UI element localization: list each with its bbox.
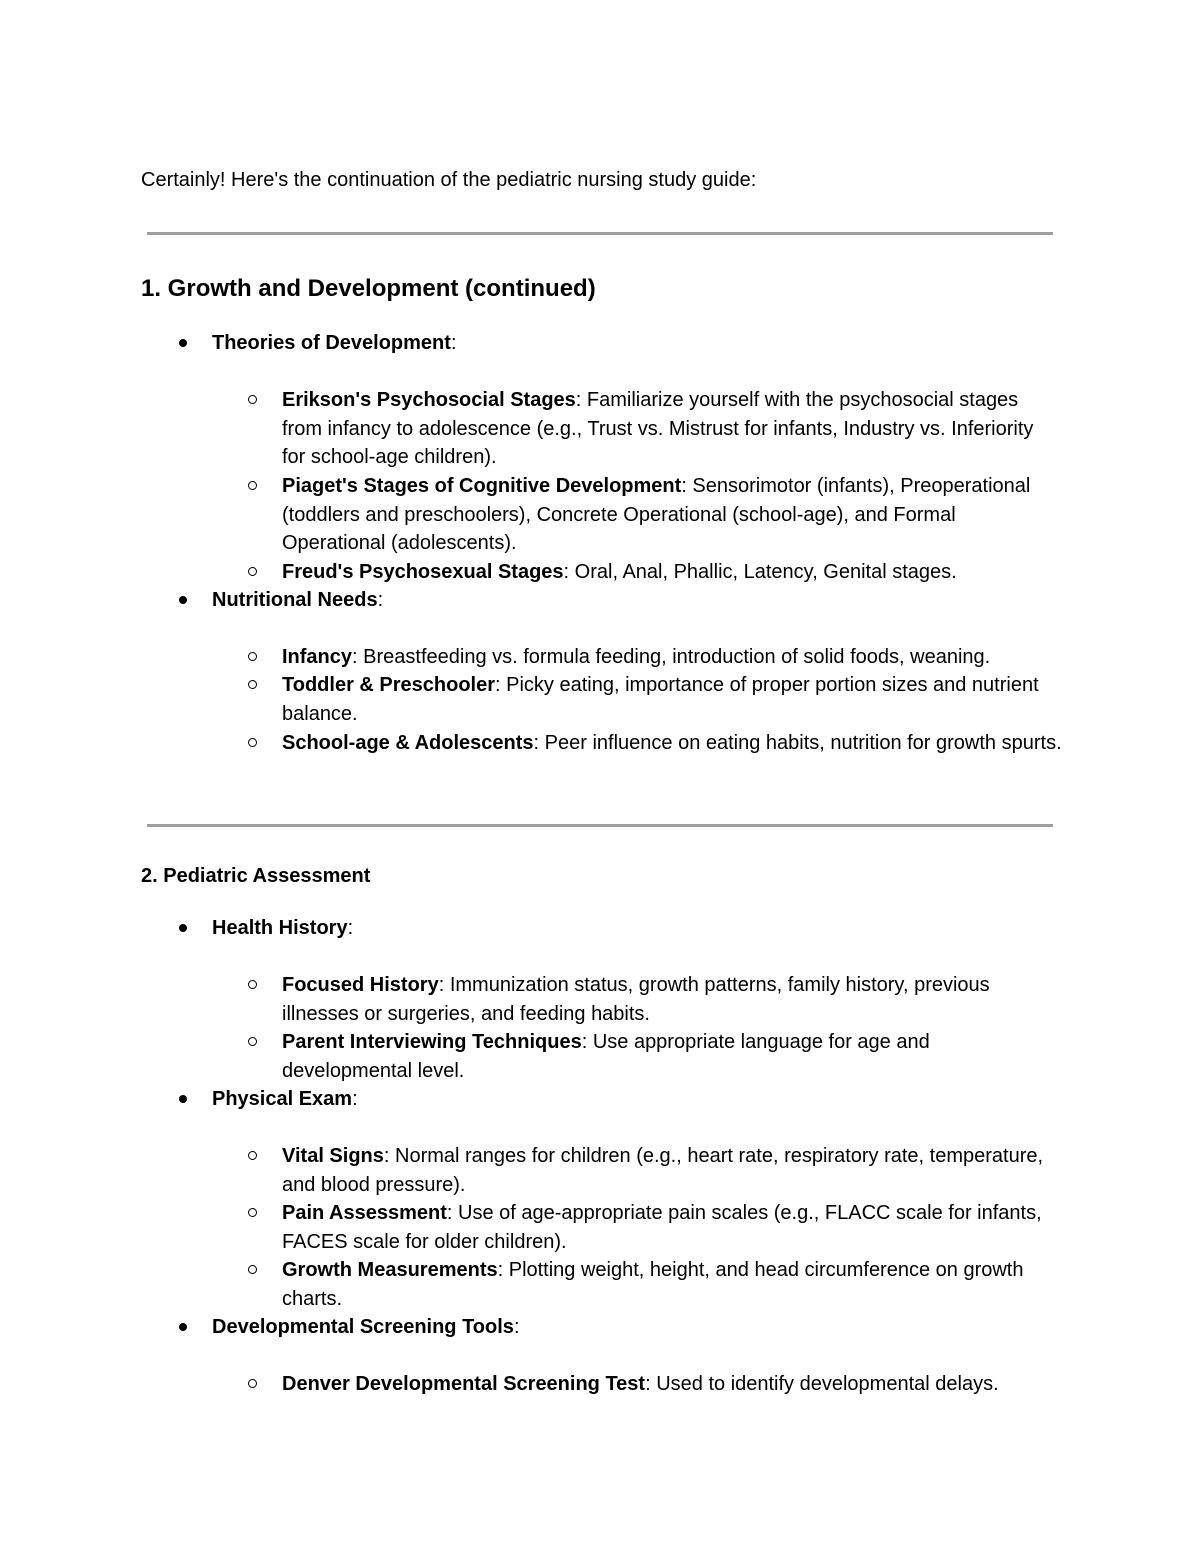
term-description: : Immunization status, growth patterns, family history, previous illnesses or surgeries, and feeding habits. [282,974,990,1025]
bullet-developmental-screening-tools: Developmental Screening Tools: [212,1313,520,1342]
sub-bullet-parent-interviewing [282,1028,1062,1085]
bullet-label: Theories of Development [212,332,451,354]
term-description: : Peer influence on eating habits, nutrition for growth spurts. [533,732,1062,754]
bullet-label: Physical Exam [212,1088,353,1110]
term-label: Freud's Psychosexual Stages [282,561,564,583]
term-label: Denver Developmental Screening Test [282,1373,646,1395]
sub-bullet-pain-assessment [282,1199,1062,1256]
sub-bullet-infancy [282,643,1062,672]
term-label: Pain Assessment [282,1202,447,1224]
horizontal-divider [147,232,1053,235]
term-label: Focused History [282,974,439,996]
sub-bullet-erikson [282,386,1062,472]
bullet-label: Health History [212,917,348,939]
term-label: Piaget's Stages of Cognitive Development [282,475,682,497]
sub-bullet-denver-test [282,1370,1062,1399]
term-description: : Used to identify developmental delays. [645,1373,999,1395]
horizontal-divider [147,824,1053,827]
term-label: Parent Interviewing Techniques [282,1031,582,1053]
bullet-nutritional-needs: Nutritional Needs: [212,586,383,615]
term-description: : Sensorimotor (infants), Preoperational (toddlers and preschoolers), Concrete Operational (school-age), and Formal Operational (adolescents). [282,475,1031,554]
sub-bullet-vital-signs [282,1142,1062,1199]
sub-bullet-focused-history [282,971,1062,1028]
bullet-label: Developmental Screening Tools [212,1316,514,1338]
bullet-theories-of-development: Theories of Development: [212,329,457,358]
bullet-health-history: Health History: [212,914,353,943]
bullet-label: Nutritional Needs [212,589,378,611]
section-heading-pediatric-assessment: 2. Pediatric Assessment [141,865,371,887]
term-label: Toddler & Preschooler [282,674,496,696]
sub-bullet-piaget [282,472,1062,558]
sub-bullet-growth-measurements [282,1256,1062,1313]
sub-bullet-toddler-preschooler [282,671,1062,728]
intro-text: Certainly! Here's the continuation of the pediatric nursing study guide: [141,169,757,191]
term-description: : Oral, Anal, Phallic, Latency, Genital stages. [563,561,957,583]
term-label: Growth Measurements [282,1259,498,1281]
term-description: : Breastfeeding vs. formula feeding, introduction of solid foods, weaning. [352,646,991,668]
term-label: Erikson's Psychosocial Stages [282,389,576,411]
term-label: Infancy [282,646,353,668]
term-description: : Familiarize yourself with the psychosocial stages from infancy to adolescence (e.g., Trust vs. Mistrust for infants, Industry vs. Inferiority for school-age children). [282,389,1034,468]
term-label: School-age & Adolescents [282,732,534,754]
sub-bullet-freud [282,558,1062,587]
section-heading-growth-development: 1. Growth and Development (continued) [141,275,596,302]
term-description: : Use appropriate language for age and developmental level. [282,1031,930,1082]
bullet-physical-exam: Physical Exam: [212,1085,358,1114]
term-label: Vital Signs [282,1145,384,1167]
term-description: : Plotting weight, height, and head circumference on growth charts. [282,1259,1024,1310]
sub-bullet-school-age-adolescents [282,729,1062,758]
term-description: : Normal ranges for children (e.g., heart rate, respiratory rate, temperature, and blood pressure). [282,1145,1044,1196]
term-description: : Use of age-appropriate pain scales (e.g., FLACC scale for infants, FACES scale for older children). [282,1202,1042,1253]
term-description: : Picky eating, importance of proper portion sizes and nutrient balance. [282,674,1039,725]
